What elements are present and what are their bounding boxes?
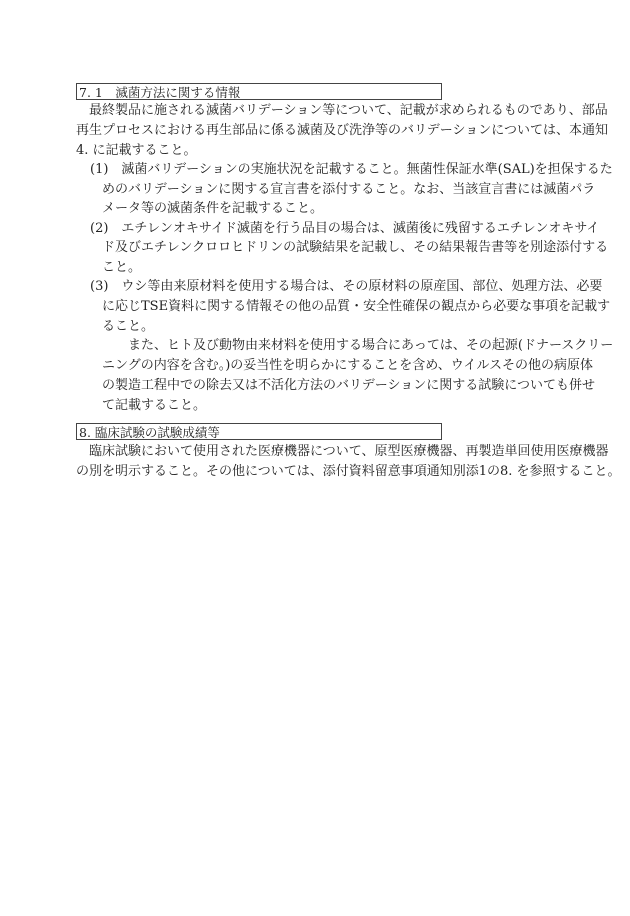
list-item-3-line: の製造工程中での除去又は不活化方法のバリデーションに関する試験についても併せ	[102, 378, 595, 393]
list-item-3-line: に応じTSE資料に関する情報その他の品質・安全性確保の観点から必要な事項を記載す	[102, 299, 611, 314]
paragraph-line: 再生プロセスにおける再生部品に係る滅菌及び洗浄等のバリデーションについては、本通知	[76, 123, 608, 138]
paragraph-line: の別を明示すること。その他については、添付資料留意事項通知別添1の8. を参照すること。	[76, 464, 621, 479]
list-item-3-line: (3) ウシ等由来原材料を使用する場合は、その原材料の原産国、部位、処理方法、必要	[90, 279, 603, 294]
paragraph-line: 最終製品に施される滅菌バリデーション等について、記載が求められるものであり、部品	[76, 103, 608, 118]
list-item-2-line: (2) エチレンオキサイド滅菌を行う品目の場合は、滅菌後に残留するエチレンオキサイ	[90, 221, 600, 236]
paragraph-line: 臨床試験において使用された医療機器について、原型医療機器、再製造単回使用医療機器	[76, 444, 609, 459]
list-item-3-line: また、ヒト及び動物由来材料を使用する場合にあっては、その起源(ドナースクリー	[102, 338, 614, 353]
paragraph-line: 4. に記載すること。	[76, 143, 197, 158]
list-item-3-line: ること。	[102, 319, 155, 334]
list-item-3-line: ニングの内容を含む。)の妥当性を明らかにすることを含め、ウイルスその他の病原体	[102, 358, 594, 373]
list-item-1-line: メータ等の滅菌条件を記載すること。	[102, 201, 324, 216]
list-item-2-line: こと。	[102, 260, 142, 275]
list-item-3-line: て記載すること。	[102, 398, 207, 413]
list-item-2-line: ド及びエチレンクロロヒドリンの試験結果を記載し、その結果報告書等を別途添付する	[102, 240, 609, 255]
section-heading-8: 8. 臨床試験の試験成績等	[76, 423, 442, 440]
list-item-1-line: (1) 滅菌バリデーションの実施状況を記載すること。無菌性保証水準(SAL)を担保するた	[90, 162, 613, 177]
section-heading-7-1: 7. 1 滅菌方法に関する情報	[76, 83, 442, 100]
list-item-1-line: めのバリデーションに関する宣言書を添付すること。なお、当該宣言書には滅菌パラ	[102, 182, 596, 197]
